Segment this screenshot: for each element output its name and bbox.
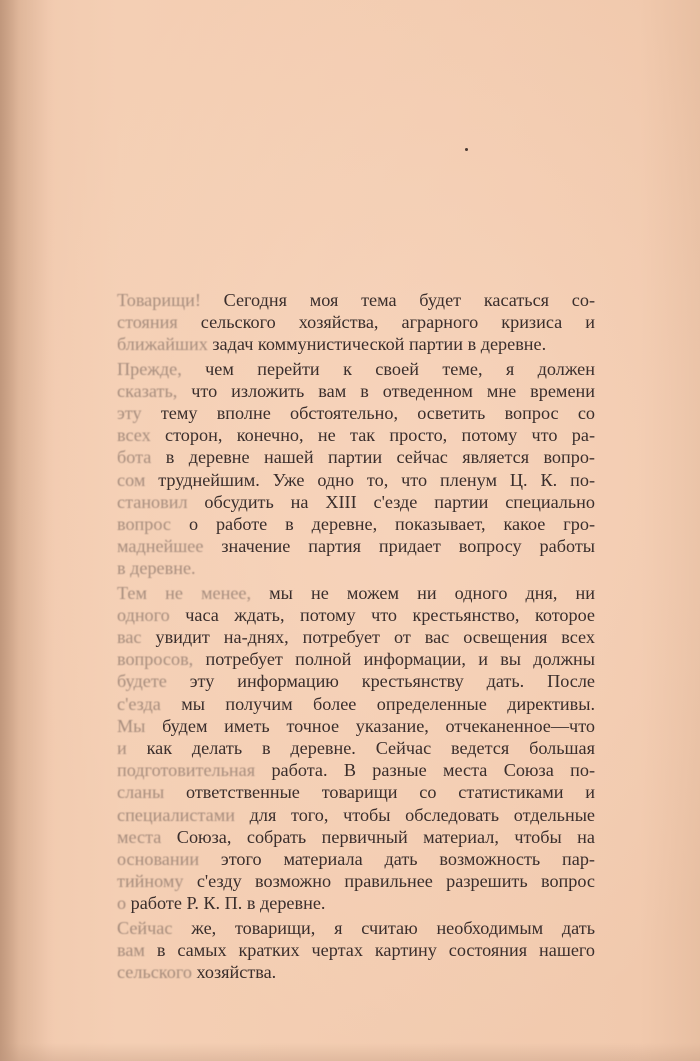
text-line-content <box>117 692 595 716</box>
text-line <box>0 490 700 514</box>
text-line <box>0 803 700 827</box>
line-text: как делать в деревне. Сейчас ведется большая <box>126 738 595 758</box>
faded-word: с'езда <box>117 693 161 714</box>
text-line-content <box>117 780 595 804</box>
faded-word: и <box>117 738 127 758</box>
line-text: ответственные товарищи со статистиками и <box>164 782 595 803</box>
faded-word: сельского <box>117 962 192 982</box>
faded-word: в деревне. <box>117 558 196 579</box>
line-text: в деревне нашей партии сейчас является вопро- <box>151 447 595 468</box>
text-line-content <box>117 581 595 605</box>
text-line-content <box>117 423 595 447</box>
text-line <box>0 512 700 536</box>
text-line <box>0 534 700 558</box>
text-line <box>0 916 700 940</box>
faded-word: ближайших <box>117 334 208 355</box>
faded-word: о <box>117 893 127 914</box>
line-text: Союза, собрать первичный материал, чтобы на <box>161 826 595 847</box>
line-text: чем перейти к своей теме, я должен <box>181 358 595 379</box>
text-line-content <box>117 714 595 738</box>
line-text: работе Р. К. П. в деревне. <box>126 893 326 914</box>
text-line-content <box>117 332 595 356</box>
text-line-content <box>117 625 595 649</box>
faded-word: вопрос <box>117 514 172 534</box>
line-text: увидит на-днях, потребует от вас освещения всех <box>141 627 595 647</box>
text-line-content <box>117 401 595 425</box>
text-line-content <box>117 647 595 671</box>
text-line <box>0 603 700 627</box>
text-line-content <box>117 490 595 514</box>
line-text: потребует полной информации, и вы должны <box>193 649 595 670</box>
text-line <box>0 401 700 425</box>
line-text: обсудить на XIII с'езде партии специально <box>187 491 595 512</box>
faded-word: вопросов, <box>117 649 194 670</box>
text-line <box>0 714 700 738</box>
faded-word: тийному <box>117 871 184 892</box>
text-line <box>0 332 700 356</box>
faded-word: Тем не менее, <box>117 582 252 603</box>
text-line <box>0 379 700 403</box>
faded-word: Товарищи! <box>117 290 201 310</box>
text-line <box>0 869 700 893</box>
line-text: сторон, конечно, не так просто, потому что ра- <box>150 425 595 446</box>
text-line-content <box>117 512 595 536</box>
text-line <box>0 825 700 849</box>
text-line-content <box>117 445 595 469</box>
faded-word: эту <box>117 403 142 423</box>
text-line <box>0 581 700 605</box>
text-line <box>0 669 700 693</box>
text-line <box>0 692 700 716</box>
faded-word: сланы <box>117 782 165 803</box>
text-line <box>0 357 700 381</box>
text-line <box>0 647 700 671</box>
text-line <box>0 310 700 334</box>
text-line-content <box>117 468 595 492</box>
faded-word: маднейшее <box>117 536 204 557</box>
line-text: этого материала дать возможность пар- <box>199 849 595 869</box>
text-line <box>0 445 700 469</box>
faded-word: сказать, <box>117 380 178 401</box>
faded-word: вас <box>117 627 142 647</box>
line-text: что изложить вам в отведенном мне времени <box>177 380 595 401</box>
text-line <box>0 758 700 782</box>
faded-word: сом <box>117 469 146 490</box>
line-text: будем иметь точное указание, отчеканенное—что <box>145 715 595 736</box>
faded-word: места <box>117 826 162 847</box>
text-line-content <box>117 803 595 827</box>
line-text: тему вполне обстоятельно, осветить вопрос со <box>141 403 595 423</box>
faded-word: будете <box>117 671 167 692</box>
line-text: сельского хозяйства, аграрного кризиса и <box>177 312 595 333</box>
text-line <box>0 288 700 312</box>
line-text: с'езду возможно правильнее разрешить вопрос <box>183 871 595 892</box>
text-line-content <box>117 960 595 984</box>
text-line <box>0 891 700 915</box>
line-text: мы не можем ни одного дня, ни <box>251 582 595 603</box>
text-line-content <box>117 736 595 760</box>
text-line <box>0 423 700 447</box>
text-line-content <box>117 938 595 962</box>
faded-word: основании <box>117 849 200 869</box>
text-line <box>0 625 700 649</box>
line-text: для того, чтобы обследовать отдельные <box>234 804 595 825</box>
line-text: значение партия придает вопросу работы <box>203 536 595 557</box>
text-line-content <box>117 379 595 403</box>
text-line <box>0 960 700 984</box>
line-text: задач коммунистической партии в деревне. <box>207 334 547 355</box>
line-text: о работе в деревне, показывает, какое гро- <box>171 514 595 534</box>
line-text: мы получим более определенные директивы. <box>160 693 595 714</box>
faded-word: подготовительная <box>117 760 256 781</box>
text-line-content <box>117 357 595 381</box>
text-line-content <box>117 556 595 580</box>
text-line-content <box>117 758 595 782</box>
text-line <box>0 780 700 804</box>
text-line-content <box>117 825 595 849</box>
text-line-content <box>117 310 595 334</box>
line-text: эту информацию крестьянству дать. После <box>166 671 595 692</box>
text-line-content <box>117 891 595 915</box>
faded-word: всех <box>117 425 151 446</box>
faded-word: Сейчас <box>117 917 173 938</box>
faded-word: Прежде, <box>117 358 182 379</box>
text-line <box>0 556 700 580</box>
text-line <box>0 736 700 760</box>
text-line-content <box>117 603 595 627</box>
faded-word: специалистами <box>117 804 235 825</box>
faded-word: одного <box>117 604 170 625</box>
faded-word: стояния <box>117 312 178 333</box>
line-text: же, товарищи, я считаю необходимым дать <box>172 917 595 938</box>
faded-word: вам <box>117 939 145 960</box>
faded-word: Мы <box>117 715 146 736</box>
text-line <box>0 938 700 962</box>
text-line-content <box>117 847 595 871</box>
line-text: хозяйства. <box>191 962 277 982</box>
faded-word: бота <box>117 447 152 468</box>
line-text: труднейшим. Уже одно то, что пленум Ц. К. по- <box>145 469 595 490</box>
text-line-content <box>117 916 595 940</box>
line-text: работа. В разные места Союза по- <box>255 760 595 781</box>
faded-word: становил <box>117 491 188 512</box>
text-line-content <box>117 288 595 312</box>
text-line-content <box>117 669 595 693</box>
line-text: Сегодня моя тема будет касаться со- <box>200 290 595 310</box>
line-text: часа ждать, потому что крестьянство, которое <box>169 604 595 625</box>
text-line-content <box>117 534 595 558</box>
text-line-content <box>117 869 595 893</box>
line-text: в самых кратких чертах картину состояния нашего <box>144 939 595 960</box>
text-line <box>0 468 700 492</box>
text-line <box>0 847 700 871</box>
